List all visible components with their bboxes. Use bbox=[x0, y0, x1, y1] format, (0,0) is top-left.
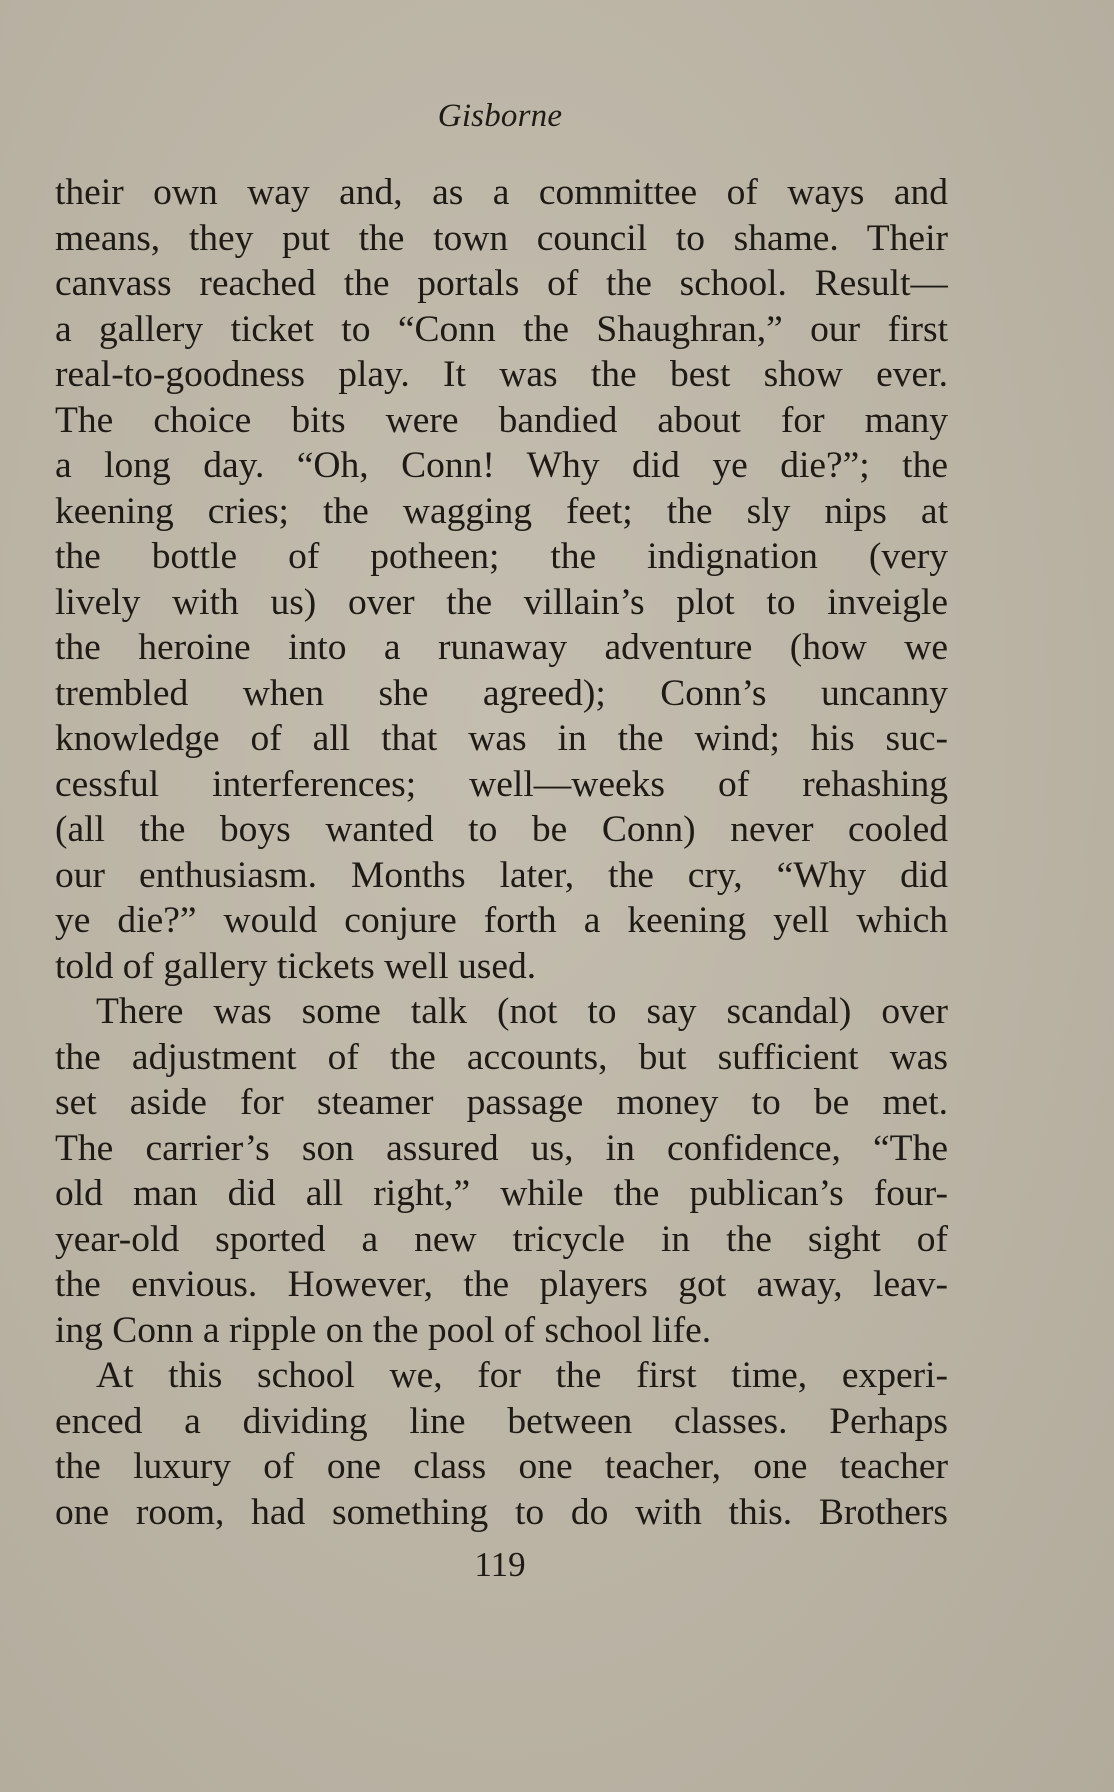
text-line: set aside for steamer passage money to be met. bbox=[55, 1082, 948, 1123]
running-head: Gisborne bbox=[437, 98, 563, 134]
text-line: year-old sported a new tricycle in the sight of bbox=[55, 1218, 948, 1260]
text-line: a gallery ticket to “Conn the Shaughran,” our first bbox=[55, 308, 948, 350]
text-line: old man did all right,” while the publican’s four- bbox=[55, 1173, 948, 1214]
text-line: There was some talk (not to say scandal) over bbox=[96, 991, 948, 1032]
text-line: ye die?” would conjure forth a keening yell which bbox=[55, 900, 948, 941]
text-line: told of gallery tickets well used. bbox=[55, 945, 537, 987]
text-line: lively with us) over the villain’s plot to inveigle bbox=[55, 581, 948, 623]
text-line: one room, had something to do with this. Brothers bbox=[55, 1491, 948, 1533]
text-line: real-to-goodness play. It was the best show ever. bbox=[55, 354, 948, 395]
text-line: trembled when she agreed); Conn’s uncanny bbox=[55, 672, 948, 714]
text-line: the adjustment of the accounts, but sufficient was bbox=[55, 1036, 948, 1078]
text-line: The carrier’s son assured us, in confidence, “The bbox=[55, 1127, 948, 1169]
text-line: The choice bits were bandied about for many bbox=[55, 399, 948, 441]
text-line: knowledge of all that was in the wind; his suc- bbox=[55, 718, 948, 759]
text-line: the heroine into a runaway adventure (how we bbox=[55, 627, 948, 668]
page-number: 119 bbox=[474, 1545, 526, 1584]
text-line: our enthusiasm. Months later, the cry, “Why did bbox=[55, 854, 948, 896]
text-line: the envious. However, the players got away, leav- bbox=[55, 1264, 948, 1305]
text-line: ing Conn a ripple on the pool of school life. bbox=[55, 1309, 712, 1351]
text-line: the luxury of one class one teacher, one teacher bbox=[55, 1446, 948, 1487]
text-line: the bottle of potheen; the indignation (very bbox=[55, 536, 948, 577]
body-text bbox=[55, 170, 948, 1535]
text-line: their own way and, as a committee of ways and bbox=[55, 172, 948, 213]
text-line: At this school we, for the first time, experi- bbox=[96, 1355, 948, 1396]
text-line: enced a dividing line between classes. Perhaps bbox=[55, 1400, 948, 1442]
text-line: a long day. “Oh, Conn! Why did ye die?”; the bbox=[55, 445, 948, 486]
text-line: keening cries; the wagging feet; the sly nips at bbox=[55, 490, 948, 532]
text-line: cessful interferences; well—weeks of rehashing bbox=[55, 763, 948, 805]
text-line: means, they put the town council to shame. Their bbox=[55, 217, 948, 259]
text-line: canvass reached the portals of the school. Result— bbox=[55, 263, 948, 304]
text-line: (all the boys wanted to be Conn) never cooled bbox=[55, 809, 948, 850]
